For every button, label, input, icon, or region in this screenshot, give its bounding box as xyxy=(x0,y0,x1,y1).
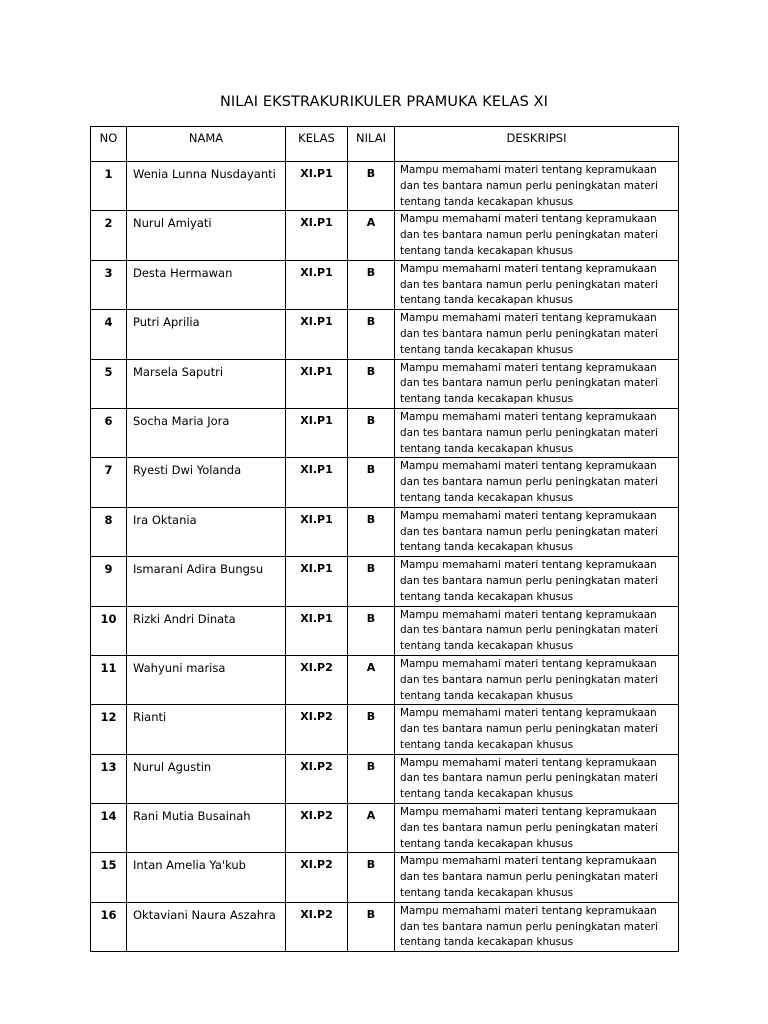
header-no: NO xyxy=(91,127,127,162)
table-row xyxy=(91,408,679,457)
header-deskripsi: DESKRIPSI xyxy=(395,127,679,162)
cell-no: 9 xyxy=(91,557,127,606)
cell-no: 13 xyxy=(91,754,127,803)
cell-nilai: B xyxy=(348,902,395,951)
cell-nama: Marsela Saputri xyxy=(127,359,286,408)
cell-no: 6 xyxy=(91,408,127,457)
cell-deskripsi: Mampu memahami materi tentang kepramukaan dan tes bantara namun perlu peningkatan materi tentang tanda kecakapan khusus xyxy=(395,359,679,408)
cell-kelas: XI.P2 xyxy=(286,902,348,951)
table-row xyxy=(91,754,679,803)
cell-deskripsi: Mampu memahami materi tentang kepramukaan dan tes bantara namun perlu peningkatan materi tentang tanda kecakapan khusus xyxy=(395,902,679,951)
cell-deskripsi: Mampu memahami materi tentang kepramukaan dan tes bantara namun perlu peningkatan materi tentang tanda kecakapan khusus xyxy=(395,310,679,359)
table-row xyxy=(91,211,679,260)
cell-nama: Rianti xyxy=(127,705,286,754)
cell-deskripsi: Mampu memahami materi tentang kepramukaan dan tes bantara namun perlu peningkatan materi tentang tanda kecakapan khusus xyxy=(395,162,679,211)
header-kelas: KELAS xyxy=(286,127,348,162)
cell-kelas: XI.P2 xyxy=(286,754,348,803)
cell-nama: Ira Oktania xyxy=(127,507,286,556)
cell-nama: Intan Amelia Ya'kub xyxy=(127,853,286,902)
cell-kelas: XI.P2 xyxy=(286,853,348,902)
cell-nilai: A xyxy=(348,211,395,260)
cell-kelas: XI.P2 xyxy=(286,705,348,754)
cell-kelas: XI.P1 xyxy=(286,162,348,211)
cell-nama: Wenia Lunna Nusdayanti xyxy=(127,162,286,211)
cell-deskripsi: Mampu memahami materi tentang kepramukaan dan tes bantara namun perlu peningkatan materi tentang tanda kecakapan khusus xyxy=(395,260,679,309)
cell-kelas: XI.P1 xyxy=(286,606,348,655)
cell-nilai: B xyxy=(348,705,395,754)
cell-nilai: B xyxy=(348,260,395,309)
cell-no: 12 xyxy=(91,705,127,754)
cell-kelas: XI.P1 xyxy=(286,458,348,507)
cell-kelas: XI.P1 xyxy=(286,557,348,606)
cell-nilai: B xyxy=(348,408,395,457)
header-nilai: NILAI xyxy=(348,127,395,162)
cell-nilai: B xyxy=(348,359,395,408)
cell-nilai: B xyxy=(348,557,395,606)
cell-no: 15 xyxy=(91,853,127,902)
table-row xyxy=(91,853,679,902)
cell-kelas: XI.P2 xyxy=(286,804,348,853)
cell-nilai: A xyxy=(348,804,395,853)
table-row xyxy=(91,458,679,507)
table-row xyxy=(91,557,679,606)
cell-no: 8 xyxy=(91,507,127,556)
cell-nilai: B xyxy=(348,310,395,359)
cell-no: 4 xyxy=(91,310,127,359)
cell-deskripsi: Mampu memahami materi tentang kepramukaan dan tes bantara namun perlu peningkatan materi tentang tanda kecakapan khusus xyxy=(395,211,679,260)
cell-deskripsi: Mampu memahami materi tentang kepramukaan dan tes bantara namun perlu peningkatan materi tentang tanda kecakapan khusus xyxy=(395,557,679,606)
table-row xyxy=(91,162,679,211)
cell-kelas: XI.P1 xyxy=(286,507,348,556)
cell-nilai: A xyxy=(348,655,395,704)
cell-nama: Rani Mutia Busainah xyxy=(127,804,286,853)
cell-kelas: XI.P2 xyxy=(286,655,348,704)
table-row xyxy=(91,260,679,309)
cell-deskripsi: Mampu memahami materi tentang kepramukaan dan tes bantara namun perlu peningkatan materi tentang tanda kecakapan khusus xyxy=(395,705,679,754)
cell-kelas: XI.P1 xyxy=(286,260,348,309)
cell-deskripsi: Mampu memahami materi tentang kepramukaan dan tes bantara namun perlu peningkatan materi tentang tanda kecakapan khusus xyxy=(395,458,679,507)
table-row xyxy=(91,310,679,359)
cell-kelas: XI.P1 xyxy=(286,359,348,408)
cell-no: 3 xyxy=(91,260,127,309)
cell-nama: Ryesti Dwi Yolanda xyxy=(127,458,286,507)
cell-nama: Nurul Amiyati xyxy=(127,211,286,260)
cell-deskripsi: Mampu memahami materi tentang kepramukaan dan tes bantara namun perlu peningkatan materi tentang tanda kecakapan khusus xyxy=(395,507,679,556)
cell-no: 2 xyxy=(91,211,127,260)
cell-nama: Nurul Agustin xyxy=(127,754,286,803)
cell-deskripsi: Mampu memahami materi tentang kepramukaan dan tes bantara namun perlu peningkatan materi tentang tanda kecakapan khusus xyxy=(395,408,679,457)
cell-nama: Putri Aprilia xyxy=(127,310,286,359)
cell-nama: Wahyuni marisa xyxy=(127,655,286,704)
cell-deskripsi: Mampu memahami materi tentang kepramukaan dan tes bantara namun perlu peningkatan materi tentang tanda kecakapan khusus xyxy=(395,655,679,704)
cell-nama: Rizki Andri Dinata xyxy=(127,606,286,655)
cell-no: 7 xyxy=(91,458,127,507)
cell-no: 5 xyxy=(91,359,127,408)
cell-nilai: B xyxy=(348,606,395,655)
page-title: NILAI EKSTRAKURIKULER PRAMUKA KELAS XI xyxy=(219,94,549,110)
cell-nilai: B xyxy=(348,507,395,556)
table-row xyxy=(91,655,679,704)
cell-nama: Desta Hermawan xyxy=(127,260,286,309)
cell-kelas: XI.P1 xyxy=(286,408,348,457)
cell-nama: Ismarani Adira Bungsu xyxy=(127,557,286,606)
cell-kelas: XI.P1 xyxy=(286,310,348,359)
header-nama: NAMA xyxy=(127,127,286,162)
cell-nama: Oktaviani Naura Aszahra xyxy=(127,902,286,951)
table-row xyxy=(91,606,679,655)
table-body xyxy=(91,162,679,952)
table-row xyxy=(91,902,679,951)
table-header-row xyxy=(91,127,679,162)
cell-no: 16 xyxy=(91,902,127,951)
cell-deskripsi: Mampu memahami materi tentang kepramukaan dan tes bantara namun perlu peningkatan materi tentang tanda kecakapan khusus xyxy=(395,804,679,853)
cell-no: 11 xyxy=(91,655,127,704)
table-row xyxy=(91,359,679,408)
cell-deskripsi: Mampu memahami materi tentang kepramukaan dan tes bantara namun perlu peningkatan materi tentang tanda kecakapan khusus xyxy=(395,606,679,655)
cell-kelas: XI.P1 xyxy=(286,211,348,260)
cell-nilai: B xyxy=(348,458,395,507)
cell-no: 14 xyxy=(91,804,127,853)
cell-deskripsi: Mampu memahami materi tentang kepramukaan dan tes bantara namun perlu peningkatan materi tentang tanda kecakapan khusus xyxy=(395,754,679,803)
cell-no: 1 xyxy=(91,162,127,211)
grade-table xyxy=(90,126,679,952)
cell-nama: Socha Maria Jora xyxy=(127,408,286,457)
cell-nilai: B xyxy=(348,853,395,902)
table-row xyxy=(91,507,679,556)
cell-deskripsi: Mampu memahami materi tentang kepramukaan dan tes bantara namun perlu peningkatan materi tentang tanda kecakapan khusus xyxy=(395,853,679,902)
table-row xyxy=(91,705,679,754)
cell-no: 10 xyxy=(91,606,127,655)
cell-nilai: B xyxy=(348,162,395,211)
table-row xyxy=(91,804,679,853)
cell-nilai: B xyxy=(348,754,395,803)
